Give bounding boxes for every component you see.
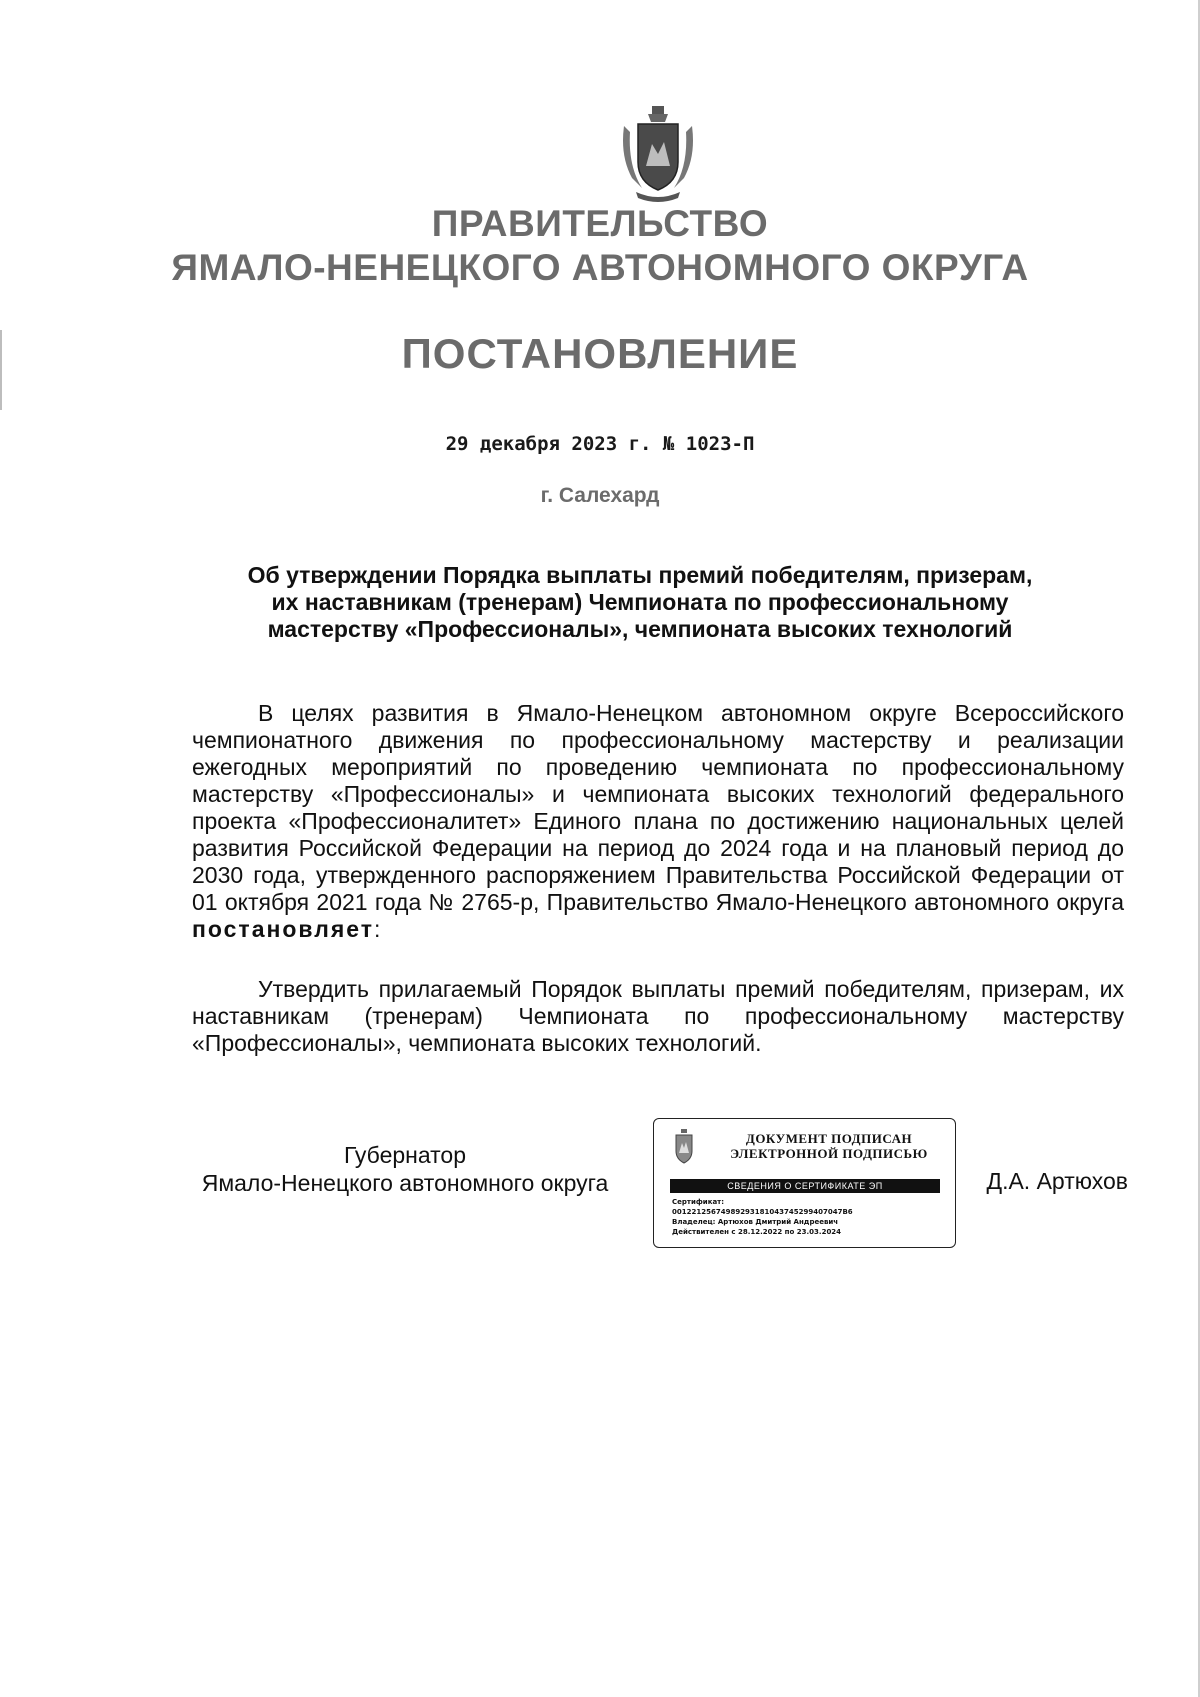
government-region-title: ЯМАЛО-НЕНЕЦКОГО АВТОНОМНОГО ОКРУГА (171, 247, 1029, 288)
stamp-certificate-bar: СВЕДЕНИЯ О СЕРТИФИКАТЕ ЭП (670, 1179, 940, 1193)
subject-line: мастерству «Профессионалы», чемпионата высоких технологий (267, 616, 1013, 642)
stamp-cert-value: 00122125674989293181043745299407047B6 (672, 1208, 853, 1216)
government-title: ПРАВИТЕЛЬСТВО (431, 203, 769, 244)
preamble-text: В целях развития в Ямало-Ненецком автономном округе Всероссийского чемпионатного движения по профессиональному мастерству и реализации ежегодных мероприятий по проведению чемпионата по профессиональному мастерству «Профессионалы» и чемпионата высоких технологий федерального проекта «Профессионалитет» Единого плана по достижению национальных целей развития Российской Федерации на период до 2024 года и на плановый период до 2030 года, утвержденного распоряжением Правительства Российской Федерации от 01 октября 2021 года № 2765-р, Правительство Ямало-Ненецкого автономного округа (192, 700, 1124, 915)
coat-of-arms-icon (618, 106, 698, 206)
stamp-title (714, 1131, 944, 1161)
document-type: ПОСТАНОВЛЕНИЕ (401, 330, 799, 377)
stamp-owner: Владелец: Артюхов Дмитрий Андреевич (672, 1218, 839, 1226)
document-subject (190, 562, 1090, 643)
signatory-position: Губернатор (343, 1142, 467, 1168)
document-date-number: 29 декабря 2023 г. № 1023-П (445, 433, 755, 455)
stamp-title-line: ДОКУМЕНТ ПОДПИСАН (745, 1131, 913, 1146)
stamp-certificate-details (672, 1197, 942, 1237)
signatory-region: Ямало-Ненецкого автономного округа (201, 1170, 609, 1196)
subject-line: Об утверждении Порядка выплаты премий победителям, призерам, (247, 562, 1033, 588)
electronic-signature-stamp (653, 1118, 956, 1248)
stamp-validity: Действителен с 28.12.2022 по 23.03.2024 (672, 1228, 842, 1236)
stamp-cert-label: Сертификат: (672, 1198, 725, 1206)
signatory-name: Д.А. Артюхов (986, 1168, 1128, 1194)
resolves-word: постановляет (192, 916, 375, 942)
resolution-paragraph: Утвердить прилагаемый Порядок выплаты премий победителям, призерам, их наставникам (тренерам) Чемпионата по профессиональному мастерству «Профессионалы», чемпионата высоких технологий. (192, 976, 1124, 1056)
document-city: г. Салехард (540, 484, 660, 507)
subject-line: их наставникам (тренерам) Чемпионата по профессиональному (271, 589, 1009, 615)
stamp-emblem-icon (670, 1129, 698, 1167)
preamble-paragraph (192, 700, 1124, 943)
signatory-title (170, 1141, 640, 1197)
stamp-title-line: ЭЛЕКТРОННОЙ ПОДПИСЬЮ (730, 1146, 928, 1161)
preamble-colon: : (374, 916, 381, 942)
